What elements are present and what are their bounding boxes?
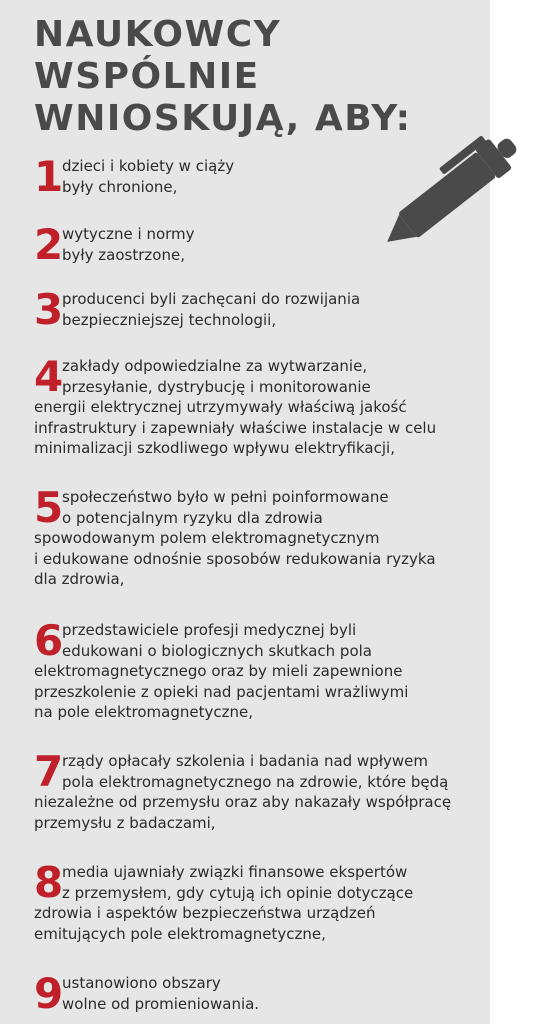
item-number: 2 bbox=[34, 220, 64, 269]
item-line: przedstawiciele profesji medycznej byli bbox=[62, 621, 357, 639]
item-line: energii elektrycznej utrzymywały właściwą jakość bbox=[34, 398, 407, 416]
item-number: 8 bbox=[34, 858, 64, 907]
item-line: dla zdrowia, bbox=[34, 570, 125, 588]
item-line: spowodowanym polem elektromagnetycznym bbox=[34, 529, 380, 547]
item-line: na pole elektromagnetyczne, bbox=[34, 703, 253, 721]
list-item-1 bbox=[34, 152, 235, 201]
item-number: 4 bbox=[34, 352, 64, 401]
item-line: społeczeństwo było w pełni poinformowane bbox=[62, 488, 389, 506]
item-line: i edukowane odnośnie sposobów redukowania ryzyka bbox=[34, 549, 436, 568]
item-line: pola elektromagnetycznego na zdrowie, które będą bbox=[62, 772, 449, 791]
item-line: minimalizacji szkodliwego wpływu elektryfikacji, bbox=[34, 439, 395, 457]
item-line: edukowani o biologicznych skutkach pola bbox=[62, 641, 372, 660]
list-item-3 bbox=[34, 285, 361, 334]
item-line: o potencjalnym ryzyku dla zdrowia bbox=[62, 508, 323, 527]
item-line: rządy opłacały szkolenia i badania nad wpływem bbox=[62, 752, 428, 770]
item-line: emitujących pole elektromagnetyczne, bbox=[34, 924, 326, 943]
item-line: przesyłanie, dystrybucję i monitorowanie bbox=[62, 377, 371, 396]
item-line: niezależne od przemysłu oraz aby nakazały współpracę bbox=[34, 793, 452, 811]
item-line: były chronione, bbox=[62, 177, 178, 196]
item-number: 6 bbox=[34, 616, 64, 665]
item-line: były zaostrzone, bbox=[62, 245, 185, 264]
list-item-2 bbox=[34, 220, 195, 269]
item-line: infrastruktury i zapewniały właściwe instalacje w celu bbox=[34, 418, 437, 437]
headline-line: WNIOSKUJĄ, ABY: bbox=[34, 98, 412, 139]
headline-line: WSPÓLNIE bbox=[34, 56, 260, 97]
item-number: 3 bbox=[34, 285, 64, 334]
item-line: przemysłu z badaczami, bbox=[34, 813, 216, 832]
item-line: producenci byli zachęcani do rozwijania bbox=[62, 290, 361, 308]
item-number: 9 bbox=[34, 969, 64, 1018]
item-line: bezpieczniejszej technologii, bbox=[62, 310, 277, 329]
item-line: zdrowia i aspektów bezpieczeństwa urządzeń bbox=[34, 904, 376, 922]
item-number: 5 bbox=[34, 483, 64, 532]
item-line: zakłady odpowiedzialne za wytwarzanie, bbox=[62, 357, 368, 375]
item-number: 1 bbox=[34, 152, 64, 201]
list-item-7 bbox=[34, 747, 452, 833]
list-item-4 bbox=[34, 352, 437, 459]
list-item-5 bbox=[34, 483, 436, 590]
item-line: media ujawniały związki finansowe ekspertów bbox=[62, 863, 408, 881]
pen-icon bbox=[366, 112, 535, 272]
item-line: elektromagnetycznego oraz by mieli zapewnione bbox=[34, 662, 403, 680]
item-line: ustanowiono obszary bbox=[62, 974, 221, 992]
item-line: dzieci i kobiety w ciąży bbox=[62, 157, 235, 175]
item-number: 7 bbox=[34, 747, 64, 796]
item-line: wolne od promieniowania. bbox=[62, 994, 260, 1013]
list-item-6 bbox=[34, 616, 409, 723]
item-line: przeszkolenie z opieki nad pacjentami wrażliwymi bbox=[34, 682, 409, 701]
item-line: z przemysłem, gdy cytują ich opinie dotyczące bbox=[62, 883, 414, 902]
list-item-8 bbox=[34, 858, 414, 944]
item-line: wytyczne i normy bbox=[62, 225, 195, 243]
headline-line: NAUKOWCY bbox=[34, 14, 282, 55]
list-item-9 bbox=[34, 969, 260, 1018]
